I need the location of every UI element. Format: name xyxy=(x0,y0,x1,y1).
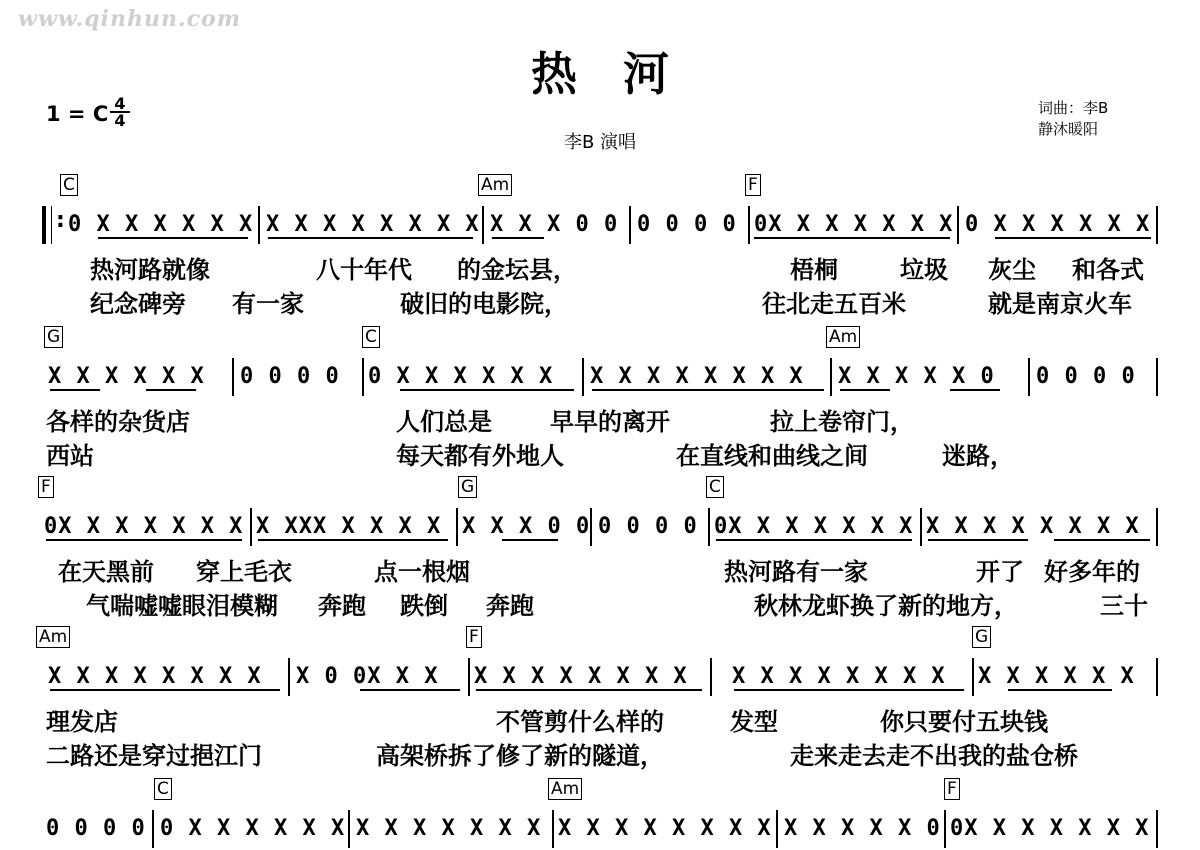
measure: 0X X X X X X X xyxy=(44,514,244,539)
barline xyxy=(629,206,631,244)
start-repeat-barline xyxy=(42,206,56,244)
key-signature: 1 = C xyxy=(46,102,109,126)
staff xyxy=(42,327,1160,396)
chord-symbol: Am xyxy=(478,174,512,196)
credit-lyrics-music: 词曲：李B xyxy=(1038,99,1109,117)
underline-beam xyxy=(476,689,702,691)
measure: 0 0 0 0 xyxy=(1036,364,1136,389)
underline-beam xyxy=(46,539,242,541)
lyric: 的金坛县， xyxy=(457,255,577,284)
lyric: 走来走去走不出我的盐仓桥 xyxy=(790,741,1078,770)
barline xyxy=(258,206,260,244)
time-top: 4 xyxy=(110,96,130,113)
measure: X XXX X X X X xyxy=(256,514,442,539)
performer: 李B 演唱 xyxy=(563,132,637,153)
underline-beam xyxy=(950,389,1000,391)
measure: 0 X X X X X X xyxy=(160,816,346,841)
underline-beam xyxy=(360,689,460,691)
repeat-dots: : xyxy=(56,208,65,233)
lyric: 每天都有外地人 xyxy=(396,441,564,470)
measure: X X X X X X X xyxy=(356,816,542,841)
measure: X X X X X 0 xyxy=(784,816,941,841)
measure: 0 0 0 0 xyxy=(240,364,340,389)
measure: X X X X X 0 xyxy=(838,364,995,389)
lyric: 奔跑 xyxy=(486,591,534,620)
barline xyxy=(582,358,584,396)
chord-symbol: G xyxy=(972,626,991,648)
measure: X X X X X X X X xyxy=(48,664,262,689)
underline-beam xyxy=(502,539,558,541)
barline xyxy=(944,810,946,848)
barline xyxy=(348,810,350,848)
measure: X X X X X X X X xyxy=(266,212,480,237)
measure: 0X X X X X X X xyxy=(714,514,914,539)
measure: X X X X X X xyxy=(978,664,1135,689)
lyric: 高架桥拆了修了新的隧道， xyxy=(376,741,664,770)
lyric: 迷路， xyxy=(942,441,1014,470)
barline xyxy=(1156,508,1158,546)
chord-symbol: Am xyxy=(826,326,860,348)
chord-symbol: C xyxy=(60,174,78,196)
underline-beam xyxy=(258,539,448,541)
barline xyxy=(552,810,554,848)
lyric: 纪念碑旁 xyxy=(90,289,186,318)
measure: X X X 0 0 xyxy=(490,212,619,237)
lyric: 跌倒 xyxy=(400,591,448,620)
staff xyxy=(41,477,1160,546)
barline xyxy=(468,658,470,696)
barline xyxy=(710,658,712,696)
chord-symbol: F xyxy=(944,778,960,800)
lyric: 往北走五百米 xyxy=(762,289,906,318)
lyric: 气喘嘘嘘眼泪模糊 xyxy=(86,591,278,620)
lyric: 拉上卷帘门， xyxy=(770,407,914,436)
measure: X X X X X X X X xyxy=(590,364,804,389)
staff xyxy=(39,627,1160,696)
measure: 0 X X X X X X xyxy=(368,364,554,389)
chord-symbol: F xyxy=(466,626,482,648)
lyric: 就是南京火车 xyxy=(988,289,1132,318)
underline-beam xyxy=(592,389,824,391)
underline-beam xyxy=(50,389,100,391)
underline-beam xyxy=(146,389,196,391)
lyric: 破旧的电影院， xyxy=(400,289,568,318)
song-title: 热 河 xyxy=(531,47,669,101)
measure: X X X X X X X X xyxy=(926,514,1140,539)
barline xyxy=(1156,658,1158,696)
barline xyxy=(288,658,290,696)
barline xyxy=(590,508,592,546)
measure: X X X 0 0 xyxy=(462,514,591,539)
staff xyxy=(42,779,1160,848)
barline xyxy=(920,508,922,546)
measure: X X X X X X X X xyxy=(474,664,688,689)
lyric: 垃圾 xyxy=(900,255,948,284)
chord-symbol: C xyxy=(706,476,724,498)
measure: 0 0 0 0 xyxy=(46,816,146,841)
barline xyxy=(1156,810,1158,848)
barline xyxy=(972,658,974,696)
lyric: 西站 xyxy=(46,441,94,470)
lyric: 发型 xyxy=(730,707,778,736)
lyric: 热河路就像 xyxy=(90,255,210,284)
lyric: 秋林龙虾换了新的地方， xyxy=(754,591,1018,620)
lyric: 各样的杂货店 xyxy=(46,407,190,436)
measure: 0X X X X X X X xyxy=(950,816,1150,841)
underline-beam xyxy=(734,689,964,691)
measure: X X X X X X X X xyxy=(558,816,772,841)
lyric: 好多年的 xyxy=(1044,557,1140,586)
lyric: 灰尘 xyxy=(988,255,1036,284)
underline-beam xyxy=(50,689,280,691)
underline-beam xyxy=(1008,689,1112,691)
underline-beam xyxy=(754,237,950,239)
measure: X X X X X X X X xyxy=(732,664,946,689)
lyric: 理发店 xyxy=(46,707,118,736)
chord-symbol: Am xyxy=(548,778,582,800)
barline xyxy=(748,206,750,244)
underline-beam xyxy=(928,539,1028,541)
chord-symbol: G xyxy=(44,326,63,348)
barline xyxy=(232,358,234,396)
lyric: 在直线和曲线之间 xyxy=(676,441,868,470)
barline xyxy=(776,810,778,848)
lyric: 不管剪什么样的 xyxy=(496,707,664,736)
credits xyxy=(1038,98,1158,140)
barline xyxy=(456,508,458,546)
measure: 0 0 0 0 xyxy=(637,212,737,237)
underline-beam xyxy=(995,237,1151,239)
underline-beam xyxy=(98,237,248,239)
lyric: 热河路有一家 xyxy=(724,557,868,586)
chord-symbol: G xyxy=(458,476,477,498)
lyric: 二路还是穿过挹江门 xyxy=(46,741,262,770)
staff xyxy=(42,175,1160,244)
underline-beam xyxy=(1054,539,1150,541)
underline-beam xyxy=(492,237,544,239)
measure: 0 X X X X X X xyxy=(68,212,254,237)
barline xyxy=(1156,358,1158,396)
measure: 0X X X X X X X xyxy=(754,212,954,237)
lyric: 有一家 xyxy=(232,289,304,318)
chord-symbol: F xyxy=(38,476,54,498)
lyric: 奔跑 xyxy=(318,591,366,620)
lyric: 开了 xyxy=(976,557,1024,586)
lyric: 八十年代 xyxy=(316,255,412,284)
lyric: 你只要付五块钱 xyxy=(880,707,1048,736)
underline-beam xyxy=(400,389,574,391)
measure: 0 X X X X X X xyxy=(965,212,1151,237)
watermark: www.qinhun.com xyxy=(18,6,241,32)
barline xyxy=(1156,206,1158,244)
chord-symbol: Am xyxy=(36,626,70,648)
lyric: 三十 xyxy=(1100,591,1148,620)
barline xyxy=(152,810,154,848)
chord-symbol: F xyxy=(745,174,761,196)
lyric: 点一根烟 xyxy=(374,557,470,586)
lyric: 在天黑前 xyxy=(58,557,154,586)
barline xyxy=(1028,358,1030,396)
measure: X X X X X X xyxy=(48,364,205,389)
chord-symbol: C xyxy=(154,778,172,800)
chord-symbol: C xyxy=(362,326,380,348)
lyric: 和各式 xyxy=(1072,255,1144,284)
underline-beam xyxy=(268,237,473,239)
lyric: 人们总是 xyxy=(396,407,492,436)
lyric: 穿上毛衣 xyxy=(196,557,292,586)
barline xyxy=(708,508,710,546)
time-signature xyxy=(110,96,130,128)
underline-beam xyxy=(840,389,890,391)
measure: X 0 0X X X xyxy=(296,664,439,689)
barline xyxy=(482,206,484,244)
lyric: 梧桐 xyxy=(790,255,838,284)
credit-transcriber: 静沐暖阳 xyxy=(1038,120,1099,138)
barline xyxy=(830,358,832,396)
barline xyxy=(362,358,364,396)
lyric: 早早的离开 xyxy=(550,407,670,436)
measure: 0 0 0 0 xyxy=(598,514,698,539)
underline-beam xyxy=(716,539,912,541)
barline xyxy=(957,206,959,244)
time-bottom: 4 xyxy=(114,111,126,130)
barline xyxy=(250,508,252,546)
